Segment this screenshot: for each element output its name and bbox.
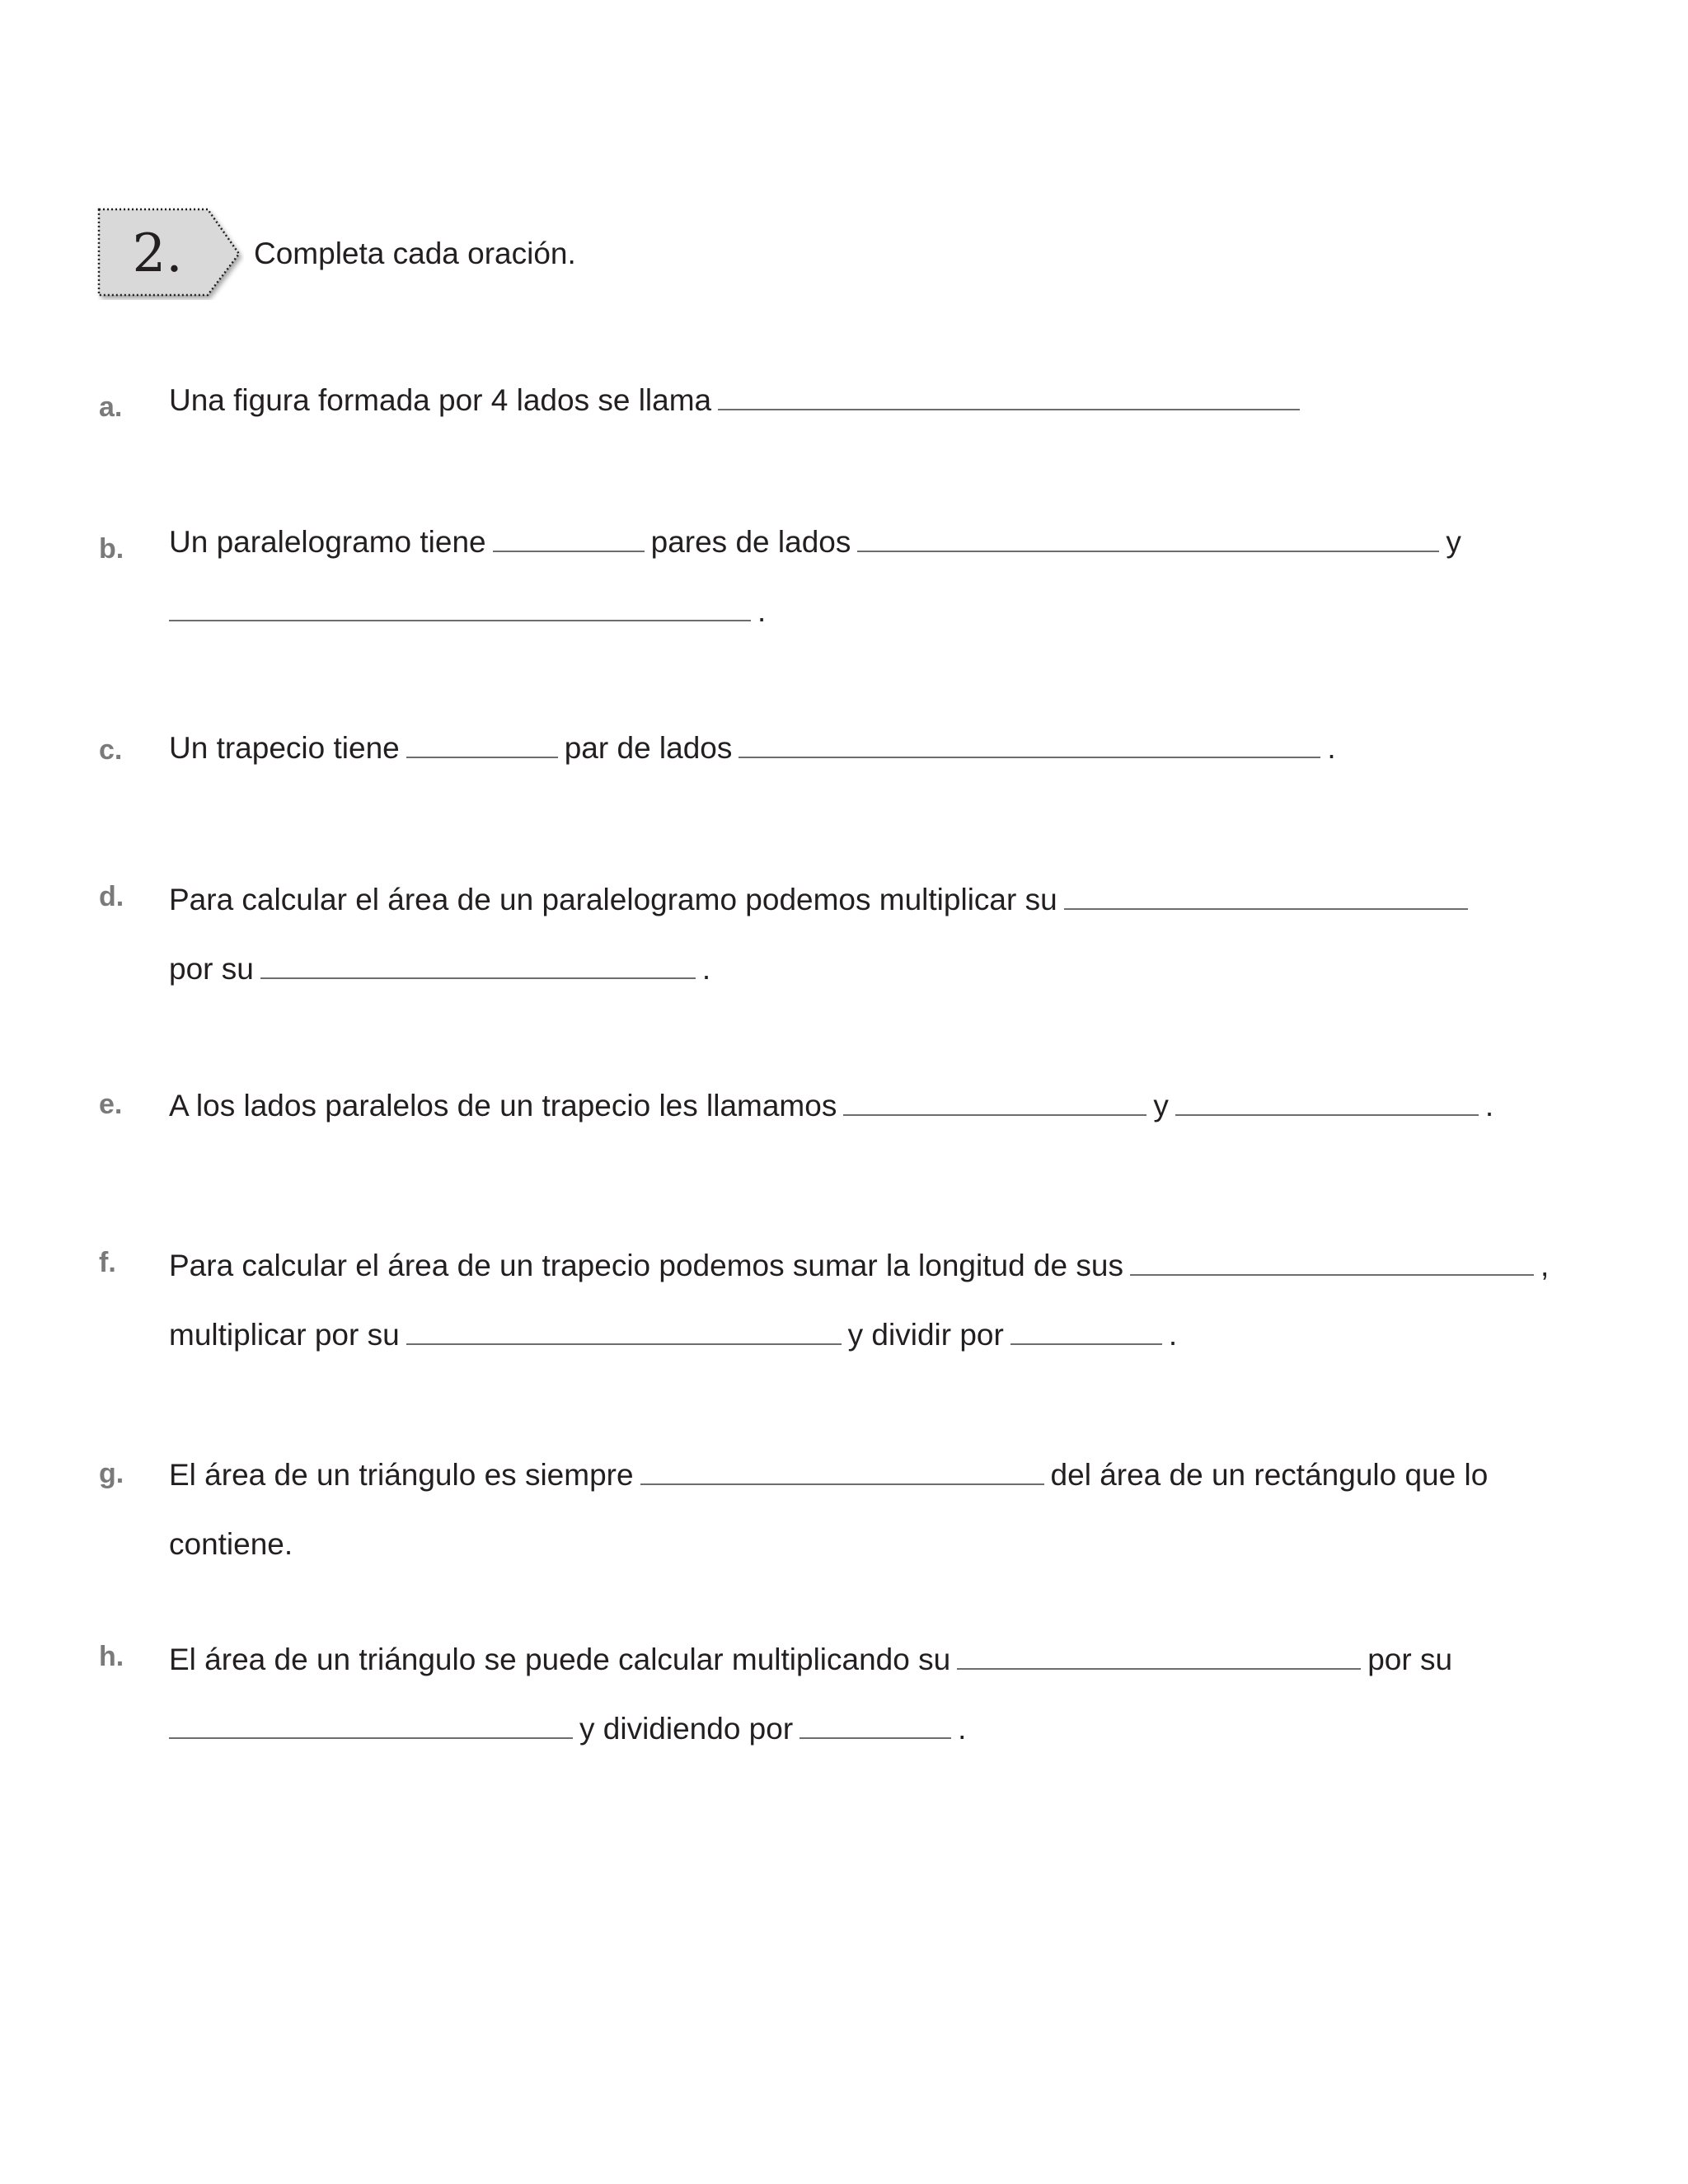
answer-blank[interactable] — [957, 1643, 1361, 1670]
item-text: Para calcular el área de un paralelogramo podemos multiplicar su — [169, 883, 1057, 916]
answer-blank[interactable] — [843, 1090, 1146, 1116]
item-text: multiplicar por su — [169, 1318, 400, 1352]
item-text: A los lados paralelos de un trapecio les llamamos — [169, 1089, 837, 1122]
item-line — [169, 1640, 1452, 1680]
item-text: por su — [169, 952, 254, 986]
answer-blank[interactable] — [738, 732, 1320, 758]
item-letter: e. — [99, 1089, 123, 1120]
item-text: . — [701, 952, 711, 986]
item-text: Para calcular el área de un trapecio podemos sumar la longitud de sus — [169, 1249, 1123, 1282]
item-text: . — [958, 1712, 967, 1746]
item-text: . — [1327, 731, 1336, 765]
item-text: Una figura formada por 4 lados se llama — [169, 383, 712, 417]
exercise-number: 2. — [132, 223, 183, 284]
exercise-number-badge — [97, 208, 244, 300]
answer-blank[interactable] — [493, 526, 645, 552]
answer-blank[interactable] — [1064, 883, 1468, 910]
item-letter: h. — [99, 1641, 124, 1672]
item-line — [169, 1246, 1549, 1286]
item-text: Un paralelogramo tiene — [169, 525, 486, 559]
item-text: y — [1153, 1089, 1169, 1122]
exercise-instruction: Completa cada oración. — [254, 237, 576, 270]
item-letter: g. — [99, 1458, 124, 1489]
item-line — [169, 381, 1306, 420]
item-text: . — [757, 594, 767, 628]
item-text: pares de lados — [650, 525, 851, 559]
item-text: El área de un triángulo es siempre — [169, 1458, 634, 1492]
item-line — [169, 1709, 966, 1749]
item-text: y — [1446, 525, 1461, 559]
answer-blank[interactable] — [640, 1459, 1044, 1485]
answer-blank[interactable] — [1175, 1090, 1479, 1116]
item-text: . — [1484, 1089, 1494, 1122]
item-letter: b. — [99, 533, 124, 565]
answer-blank[interactable] — [260, 953, 696, 979]
item-line — [169, 1455, 1488, 1495]
item-text: y dividiendo por — [579, 1712, 794, 1746]
item-text: par de lados — [564, 731, 733, 765]
item-line — [169, 1315, 1177, 1355]
answer-blank[interactable] — [799, 1713, 951, 1739]
answer-blank[interactable] — [406, 732, 558, 758]
item-letter: c. — [99, 734, 123, 766]
answer-blank[interactable] — [718, 384, 1300, 410]
answer-blank[interactable] — [857, 526, 1439, 552]
answer-blank[interactable] — [1010, 1319, 1162, 1345]
item-letter: d. — [99, 881, 124, 912]
item-text: del área de un rectángulo que lo — [1050, 1458, 1489, 1492]
item-line — [169, 880, 1475, 920]
item-line — [169, 729, 1336, 768]
item-line — [169, 592, 766, 631]
item-text: contiene. — [169, 1527, 293, 1561]
item-text: . — [1168, 1318, 1178, 1352]
item-line — [169, 1086, 1493, 1126]
item-text: , — [1540, 1249, 1550, 1282]
answer-blank[interactable] — [406, 1319, 842, 1345]
item-letter: f. — [99, 1247, 116, 1278]
item-line — [169, 1525, 293, 1564]
item-letter: a. — [99, 391, 123, 423]
item-text: El área de un triángulo se puede calcular multiplicando su — [169, 1643, 951, 1676]
answer-blank[interactable] — [169, 1713, 573, 1739]
item-text: Un trapecio tiene — [169, 731, 400, 765]
item-line — [169, 949, 710, 989]
item-line — [169, 523, 1461, 562]
answer-blank[interactable] — [1130, 1249, 1534, 1276]
item-text: y dividir por — [847, 1318, 1004, 1352]
answer-blank[interactable] — [169, 595, 751, 621]
item-text: por su — [1367, 1643, 1453, 1676]
